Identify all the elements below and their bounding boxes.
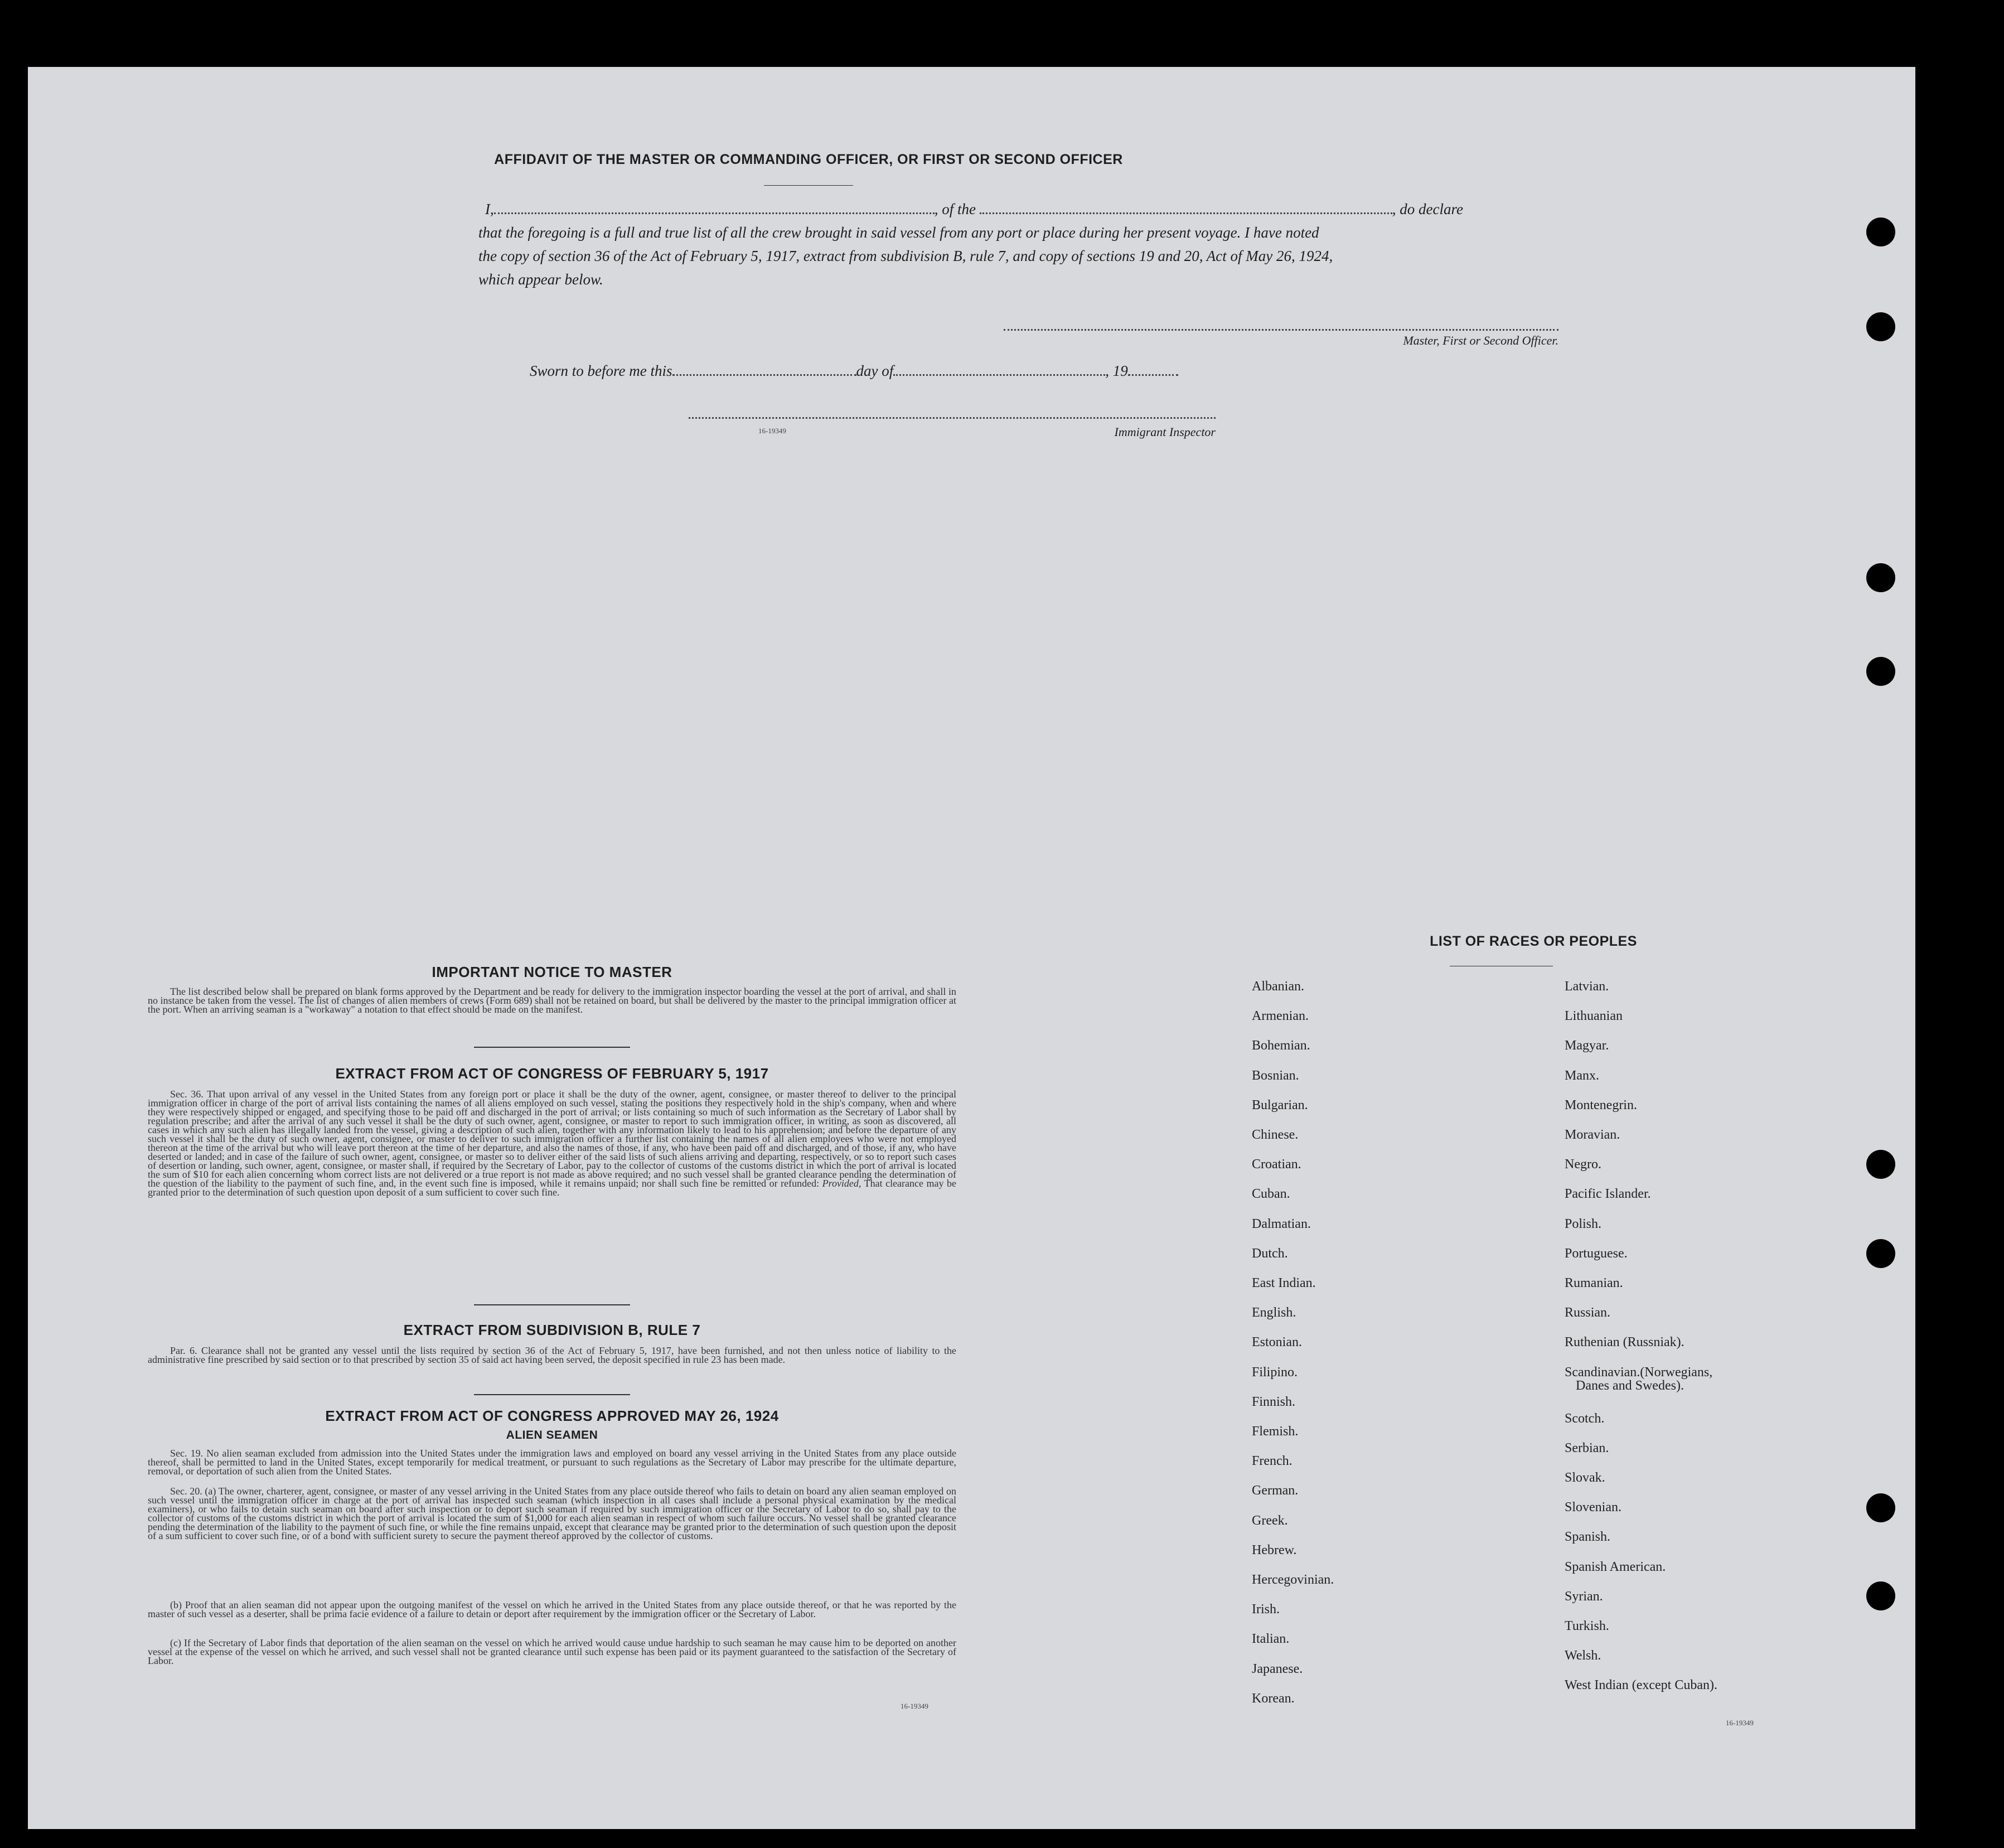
declaration-line: [485, 201, 1561, 218]
race-item: French.: [1252, 1454, 1293, 1469]
section-divider: [474, 1304, 630, 1305]
year-prefix: , 19: [1105, 362, 1128, 379]
day-of-label: day of: [856, 362, 894, 379]
race-item: Cuban.: [1252, 1187, 1290, 1202]
of-the-label: , of the: [934, 201, 976, 217]
race-item: Russian.: [1565, 1305, 1611, 1320]
i-label: I,: [485, 201, 494, 217]
punch-hole: [1866, 1239, 1895, 1268]
race-item: Serbian.: [1565, 1440, 1609, 1455]
race-item: Scotch.: [1565, 1411, 1605, 1426]
extract-1924-sec20a: Sec. 20. (a) The owner, charterer, agent, consignee, or master of any vessel arriving in the United States from any place outside thereof who fails to detain on board any alien seaman employed on such vessel until the immigration officer in charge at the port of arrival has inspected such seaman (which inspection in all cases shall include a personal physical examination by the medical examiners), or who fails to detain such seaman on board after such inspection or to deport such seaman if required by such immigration officer or the Secretary of Labor to do so, shall pay to the collector of customs of the customs district in which the port of arrival is located the sum of $1,000 for each alien seaman in respect of whom such failure occurs. No vessel shall be granted clearance pending the determination of the liability to the payment of such fine, or while the fine remains unpaid, except that clearance may be granted prior to the determination of such question upon the deposit of a sum sufficient to cover such fine, or of a bond with sufficient surety to secure the payment thereof approved by the collector of customs.: [148, 1486, 956, 1541]
race-item: Pacific Islander.: [1565, 1187, 1651, 1202]
race-item: Flemish.: [1252, 1424, 1299, 1439]
race-item: Hebrew.: [1252, 1542, 1297, 1557]
race-item: Filipino.: [1252, 1365, 1298, 1380]
races-form-number: 16-19349: [1726, 1719, 1754, 1727]
extract-1924-sec19: Sec. 19. No alien seaman excluded from admission into the United States under the immigration laws and employed on board any vessel arriving in the United States from any place outside thereof, shall be permitted to land in the United States, except temporarily for medical treatment, or pursuant to such regulations as the Secretary of Labor may prescribe for the ultimate departure, removal, or deportation of such alien from the United States.: [148, 1448, 956, 1477]
races-title: LIST OF RACES OR PEOPLES: [1430, 933, 1637, 949]
extract-1924-title: EXTRACT FROM ACT OF CONGRESS APPROVED MAY 26, 1924: [325, 1407, 779, 1424]
extract-1917-text: Sec. 36. That upon arrival of any vessel in the United States from any foreign port or place it shall be the duty of the owner, agent, consignee, or master thereof to deliver to the principal immigration officer in charge of the port of arrival lists containing the names of all aliens employed on such vessel, stating the positions they respectively hold in the ship's company, when and where they were respectively shipped or engaged, and specifying those to be paid off and discharged in the port of arrival; or lists containing so much of such information as the Secretary of Labor shall by regulation prescribe; and after the arrival of any such vessel it shall be the duty of such owner, agent, consignee, or master to report to such immigration officer, in writing, as soon as discovered, all cases in which any such alien has illegally landed from the vessel, giving a description of such alien, together with any information likely to lead to his apprehension; and before the departure of any such vessel it shall be the duty of such owner, agent, consignee, or master to deliver to such immigration officer a further list containing the names of all alien employees who were not employed thereon at the time of the arrival but who will leave port thereon at the time of her departure, and also the names of those, if any, who have been paid off and discharged, and of those, if any, who have deserted or landed; and in case of the failure of such owner, agent, consignee, or master so to deliver either of the said lists of such aliens arriving and departing, respectively, or so to report such cases of desertion or landing, such owner, agent, consignee, or master shall, if required by the Secretary of Labor, pay to the collector of customs of the customs district in which the port of arrival is located the sum of $10 for each alien concerning whom correct lists are not delivered or a true report is not made as above required; and no such vessel shall be granted clearance pending the determination of the question of the liability to the payment of such fine, and, in the event such fine is imposed, while it remains unpaid; nor shall such fine be remitted or refunded: Provided, That clearance may be granted prior to the determination of such question upon deposit of a sum sufficient to cover such fine.: [148, 1089, 956, 1198]
race-item: Bulgarian.: [1252, 1097, 1308, 1112]
vessel-field[interactable]: [980, 212, 1392, 214]
race-item: Magyar.: [1565, 1038, 1609, 1053]
race-item: Finnish.: [1252, 1394, 1296, 1409]
race-item: Portuguese.: [1565, 1246, 1628, 1261]
punch-hole: [1866, 312, 1895, 341]
extract-1924-form-number: 16-19349: [901, 1702, 928, 1710]
affidavit-form-number: 16-19349: [758, 427, 786, 435]
section-divider: [474, 1394, 630, 1395]
race-item: Estonian.: [1252, 1335, 1302, 1350]
race-item: Montenegrin.: [1565, 1097, 1637, 1112]
race-item: Chinese.: [1252, 1128, 1299, 1142]
inspector-line[interactable]: [689, 417, 1216, 419]
race-item: Albanian.: [1252, 979, 1304, 994]
race-item: Scandinavian.(Norwegians,: [1565, 1365, 1713, 1380]
notice-text: The list described below shall be prepared on blank forms approved by the Department and be ready for delivery to the immigration inspector boarding the vessel at the port of arrival, and shall in no instance be taken from the vessel. The list of changes of alien members of crews (Form 689) shall not be retained on board, but shall be delivered by the master to the principal immigration officer at the port. When an arriving seaman is a "workaway" a notation to that effect should be made on the manifest.: [148, 986, 956, 1015]
sworn-month-field[interactable]: [893, 374, 1105, 376]
race-item: Dalmatian.: [1252, 1216, 1311, 1231]
race-item: Hercegovinian.: [1252, 1573, 1334, 1587]
inspector-label: Immigrant Inspector: [1114, 425, 1216, 439]
race-item: Italian.: [1252, 1632, 1290, 1647]
declaration-body-3: which appear below.: [478, 271, 603, 288]
punch-hole: [1866, 1493, 1895, 1522]
notice-title: IMPORTANT NOTICE TO MASTER: [432, 964, 672, 980]
race-item: Bosnian.: [1252, 1068, 1299, 1083]
race-item: Manx.: [1565, 1068, 1599, 1083]
race-item: East Indian.: [1252, 1276, 1316, 1290]
extract-1924-sec20c: (c) If the Secretary of Labor finds that deportation of the alien seaman on the vessel on which he arrived would cause undue hardship to such seaman he may cause him to be deported on another vessel at the expense of the vessel on which he arrived, and such vessel shall not be granted clearance until such expense has been paid or its payment guaranteed to the satisfaction of the Secretary of Labor.: [148, 1637, 956, 1666]
extract-1917-title: EXTRACT FROM ACT OF CONGRESS OF FEBRUARY 5, 1917: [335, 1065, 769, 1082]
race-item: Japanese.: [1252, 1661, 1303, 1676]
title-divider: [764, 185, 853, 186]
race-item: Irish.: [1252, 1602, 1280, 1617]
race-item: Turkish.: [1565, 1619, 1609, 1633]
affidavit-title: AFFIDAVIT OF THE MASTER OR COMMANDING OFFICER, OR FIRST OR SECOND OFFICER: [494, 152, 1123, 167]
signature-label: Master, First or Second Officer.: [1403, 333, 1558, 347]
extract-1924-sec20b: (b) Proof that an alien seaman did not appear upon the outgoing manifest of the vessel on which he arrived in the United States from any place outside thereof, or that he was reported by the master of such vessel as a deserter, shall be prima facie evidence of a failure to detain or deport after requirement by the immigration officer or the Secretary of Labor.: [148, 1599, 956, 1619]
race-item: Slovenian.: [1565, 1500, 1621, 1515]
race-item: Ruthenian (Russniak).: [1565, 1335, 1684, 1350]
race-item: Greek.: [1252, 1513, 1288, 1528]
sworn-label: Sworn to before me this: [530, 362, 672, 379]
sworn-day-field[interactable]: [672, 374, 856, 376]
race-item: Croatian.: [1252, 1157, 1301, 1172]
sworn-year-field[interactable]: [1128, 374, 1178, 376]
race-item: Lithuanian: [1565, 1009, 1623, 1024]
race-item: Armenian.: [1252, 1009, 1309, 1024]
declaration-body-2: the copy of section 36 of the Act of February 5, 1917, extract from subdivision B, rule 7, and copy of sections 19 and 20, Act of May 26, 1924,: [478, 248, 1333, 264]
race-item: Welsh.: [1565, 1648, 1601, 1663]
extract-rule7-text: Par. 6. Clearance shall not be granted any vessel until the lists required by section 36 of the Act of February 5, 1917, have been furnished, and not then unless notice of liability to the administrative fine prescribed by said section or to that prescribed by section 35 of said act having been served, the deposit specified in rule 23 has been made.: [148, 1345, 956, 1365]
race-item: English.: [1252, 1305, 1296, 1320]
race-item: Danes and Swedes).: [1576, 1378, 1684, 1393]
punch-hole: [1866, 1150, 1895, 1179]
sworn-line: [530, 362, 1310, 380]
punch-hole: [1866, 1581, 1895, 1610]
extract-rule7-title: EXTRACT FROM SUBDIVISION B, RULE 7: [403, 1322, 701, 1338]
race-item: Bohemian.: [1252, 1038, 1310, 1053]
punch-hole: [1866, 563, 1895, 592]
race-item: West Indian (except Cuban).: [1565, 1678, 1717, 1693]
name-field[interactable]: [494, 212, 935, 214]
race-item: Spanish American.: [1565, 1559, 1666, 1574]
race-item: Syrian.: [1565, 1589, 1603, 1604]
race-item: German.: [1252, 1483, 1299, 1498]
race-item: Slovak.: [1565, 1470, 1605, 1485]
race-item: Spanish.: [1565, 1530, 1611, 1545]
punch-hole: [1866, 657, 1895, 686]
declaration-body-1: that the foregoing is a full and true list of all the crew brought in said vessel from any port or place during her present voyage. I have noted: [478, 224, 1319, 241]
race-item: Latvian.: [1565, 979, 1609, 994]
do-declare-label: , do declare: [1392, 201, 1463, 217]
section-divider: [474, 1047, 630, 1048]
signature-line[interactable]: [1004, 329, 1558, 331]
form-sheet: [28, 67, 1915, 1829]
punch-hole: [1866, 217, 1895, 246]
race-item: Negro.: [1565, 1157, 1601, 1172]
race-item: Dutch.: [1252, 1246, 1288, 1261]
race-item: Moravian.: [1565, 1128, 1620, 1142]
extract-1924-subtitle: ALIEN SEAMEN: [506, 1429, 598, 1441]
race-item: Korean.: [1252, 1691, 1295, 1706]
race-item: Rumanian.: [1565, 1276, 1623, 1290]
race-item: Polish.: [1565, 1216, 1602, 1231]
